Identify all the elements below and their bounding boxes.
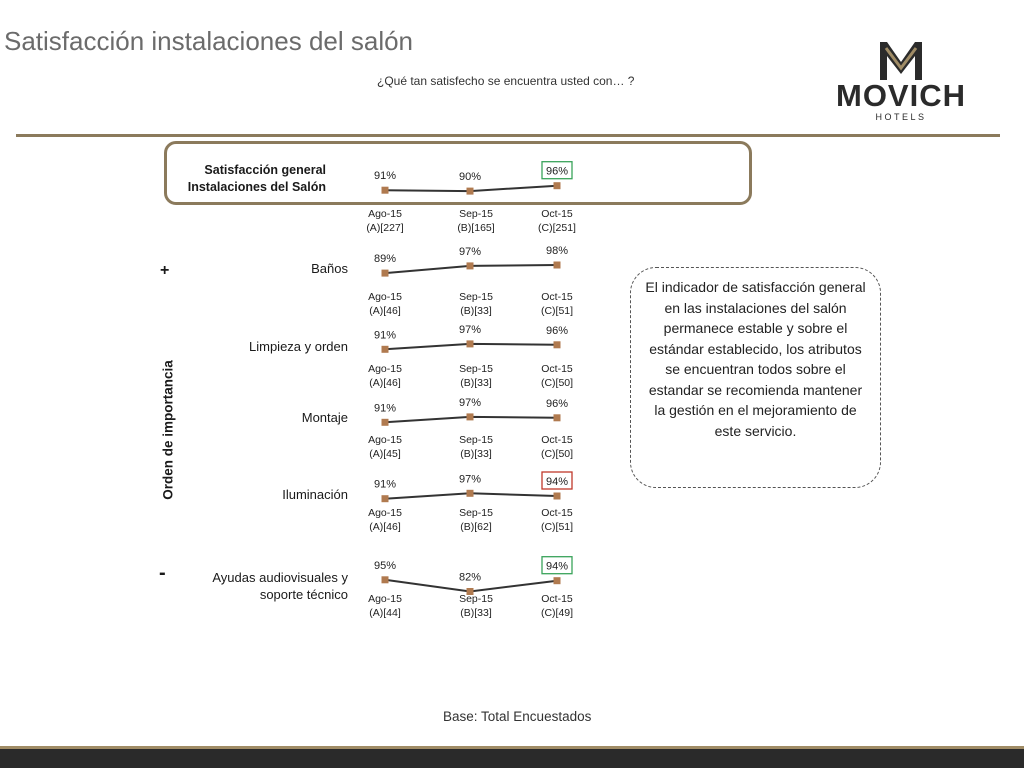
category-label-0-1: (B)[165] xyxy=(457,222,495,234)
row-label-line: Instalaciones del Salón xyxy=(187,180,326,194)
data-label-4-0: 91% xyxy=(373,478,397,491)
category-label-3-2: Oct-15 xyxy=(541,434,573,446)
category-label-0-2: (C)[251] xyxy=(538,222,576,234)
category-label-1-1: (B)[33] xyxy=(460,305,492,317)
data-point-3-0 xyxy=(382,419,389,426)
footer-band xyxy=(0,746,1024,768)
category-label-0-0: Ago-15 xyxy=(368,208,402,220)
insight-note: El indicador de satisfacción general en las instalaciones del salón permanece estable y sobre el estándar establecido, los atributos se encuentran todos sobre el estandar se recomienda mantener la gestión en el mejoramiento de este servicio. xyxy=(630,267,881,488)
category-label-0-2: Oct-15 xyxy=(541,208,573,220)
data-point-2-1 xyxy=(467,340,474,347)
category-label-5-0: (A)[44] xyxy=(369,607,401,619)
data-label-5-1: 82% xyxy=(458,571,482,584)
category-label-4-2: Oct-15 xyxy=(541,507,573,519)
category-label-3-0: (A)[45] xyxy=(369,448,401,460)
importance-axis-label: Orden de importancia xyxy=(160,360,176,500)
data-point-1-0 xyxy=(382,270,389,277)
data-label-3-2: 96% xyxy=(545,397,569,410)
category-label-2-0: Ago-15 xyxy=(368,363,402,375)
category-label-5-1: (B)[33] xyxy=(460,607,492,619)
category-label-5-2: Oct-15 xyxy=(541,593,573,605)
category-label-5-2: (C)[49] xyxy=(540,607,574,619)
plus-sign: + xyxy=(160,262,170,279)
data-label-2-1: 97% xyxy=(458,323,482,336)
row-label-line: Montaje xyxy=(301,410,348,425)
data-point-4-0 xyxy=(382,495,389,502)
category-label-3-1: (B)[33] xyxy=(460,448,492,460)
category-label-4-0: (A)[46] xyxy=(369,521,401,533)
category-label-3-2: (C)[50] xyxy=(540,448,574,460)
row-label-line: Limpieza y orden xyxy=(249,339,348,354)
data-label-1-1: 97% xyxy=(458,245,482,258)
data-label-0-0: 91% xyxy=(373,170,397,183)
category-label-4-2: (C)[51] xyxy=(540,521,574,533)
category-label-1-1: Sep-15 xyxy=(459,291,493,303)
row-label-line: soporte técnico xyxy=(259,587,348,602)
logo-sub: HOTELS xyxy=(875,112,927,122)
data-label-1-2: 98% xyxy=(545,245,569,257)
category-label-2-2: Oct-15 xyxy=(541,363,573,375)
category-label-4-1: (B)[62] xyxy=(460,521,492,533)
row-label-line: Satisfacción general xyxy=(204,163,326,177)
category-label-5-0: Ago-15 xyxy=(368,593,402,605)
data-point-0-1 xyxy=(467,188,474,195)
category-label-4-0: Ago-15 xyxy=(368,507,402,519)
data-label-0-1: 90% xyxy=(458,171,482,184)
data-point-3-1 xyxy=(467,413,474,420)
data-label-5-0: 95% xyxy=(373,559,397,572)
data-point-3-2 xyxy=(554,414,561,421)
row-label-line: Ayudas audiovisuales y xyxy=(212,570,348,585)
category-label-1-0: (A)[46] xyxy=(369,305,401,317)
data-point-4-2 xyxy=(554,493,561,500)
row-label-line: Baños xyxy=(311,261,348,276)
data-point-1-1 xyxy=(467,262,474,269)
data-label-1-0: 89% xyxy=(373,253,397,266)
data-point-2-0 xyxy=(382,346,389,353)
data-label-3-0: 91% xyxy=(373,402,397,415)
data-point-0-2 xyxy=(554,182,561,189)
category-label-1-2: (C)[51] xyxy=(540,305,574,317)
data-label-4-1: 97% xyxy=(458,473,482,486)
category-label-0-0: (A)[227] xyxy=(366,222,404,234)
category-label-0-1: Sep-15 xyxy=(459,208,493,220)
page-title: Satisfacción instalaciones del salón xyxy=(4,26,414,56)
data-point-5-2 xyxy=(554,577,561,584)
category-label-1-0: Ago-15 xyxy=(368,291,402,303)
category-label-2-1: Sep-15 xyxy=(459,363,493,375)
base-note: Base: Total Encuestados xyxy=(443,709,592,724)
category-label-3-0: Ago-15 xyxy=(368,434,402,446)
data-label-0-2: 96% xyxy=(545,165,569,178)
category-label-1-2: Oct-15 xyxy=(541,291,573,303)
footer-stripe xyxy=(0,746,1024,749)
row-label-line: Iluminación xyxy=(282,487,348,502)
category-label-4-1: Sep-15 xyxy=(459,507,493,519)
category-label-2-0: (A)[46] xyxy=(369,377,401,389)
data-point-4-1 xyxy=(467,490,474,497)
data-point-1-2 xyxy=(554,262,561,269)
category-label-2-2: (C)[50] xyxy=(540,377,574,389)
data-point-5-0 xyxy=(382,576,389,583)
page-subtitle: ¿Qué tan satisfecho se encuentra usted con… ? xyxy=(377,74,635,88)
category-label-3-1: Sep-15 xyxy=(459,434,493,446)
data-label-4-2: 94% xyxy=(545,476,569,488)
data-label-2-0: 91% xyxy=(373,329,397,342)
category-label-5-1: Sep-15 xyxy=(459,593,493,605)
category-label-2-1: (B)[33] xyxy=(460,377,492,389)
data-label-3-1: 97% xyxy=(458,396,482,409)
data-label-5-2: 94% xyxy=(545,560,569,573)
data-label-2-2: 96% xyxy=(545,324,569,337)
data-point-0-0 xyxy=(382,187,389,194)
data-point-2-2 xyxy=(554,341,561,348)
logo-brand: MOVICH xyxy=(836,78,966,113)
minus-sign: - xyxy=(159,562,166,584)
